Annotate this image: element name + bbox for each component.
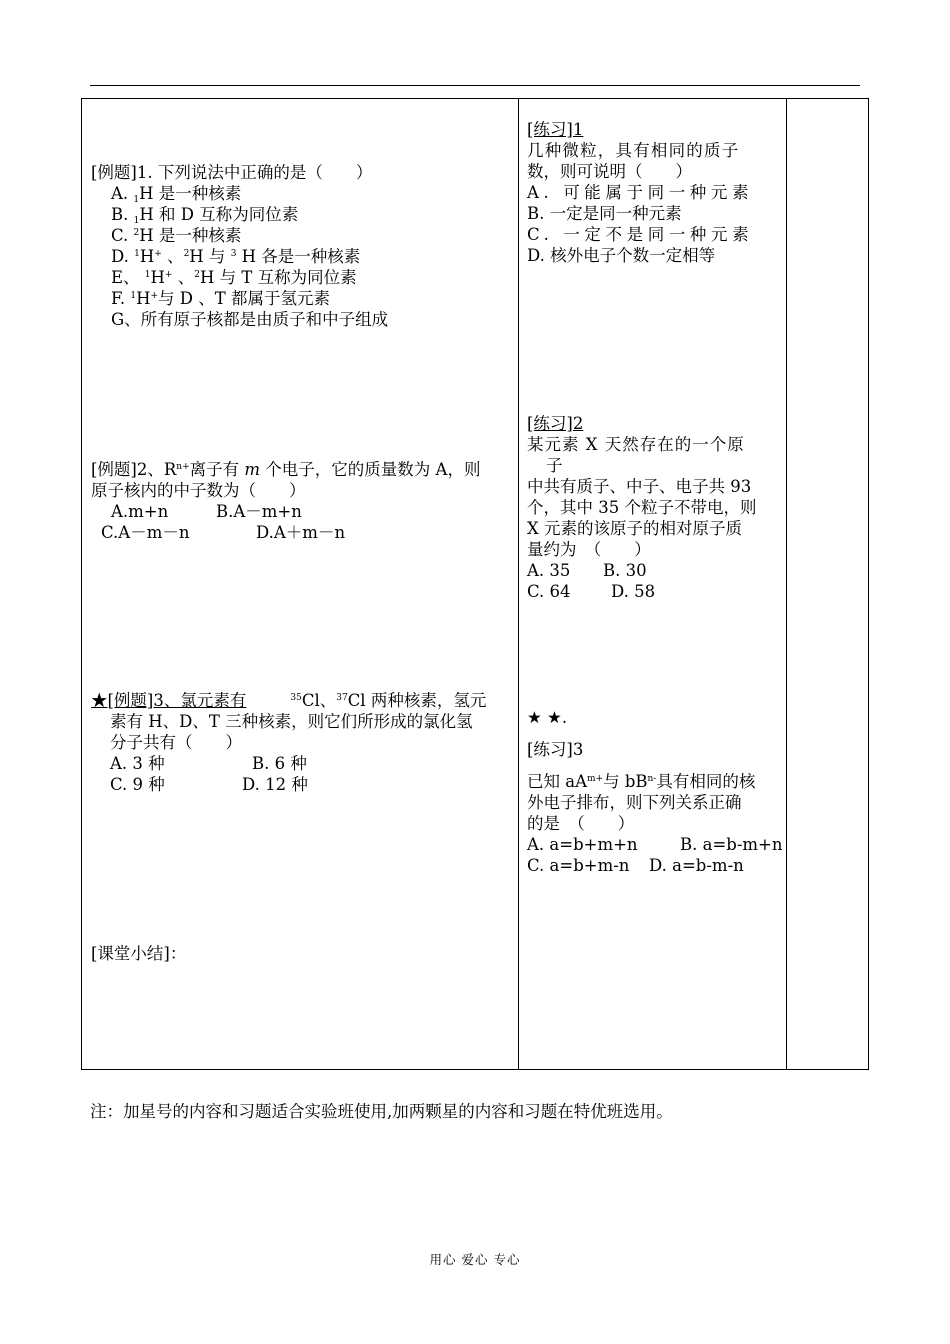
options-ab	[527, 834, 783, 855]
example-3-line-1: ★[例题]3、氯元素有 $^{35}$Cl、$^{37}$Cl 两种核素，氢元	[91, 691, 487, 710]
option-d: D. 58	[611, 582, 656, 601]
example-2-line-2: 原子核内的中子数为（ ）	[91, 481, 306, 500]
option-f: F. $^1$H+与 D 、T 都属于氢元素	[111, 289, 331, 308]
option-d: D. a=b-m-n	[649, 856, 744, 875]
options-cd	[91, 522, 480, 543]
option-c: C. 一定不是同一种元素	[527, 225, 754, 244]
option-b: B. $_1$H 和 D 互称为同位素	[111, 205, 299, 226]
exercise-3-line-1: 已知 $aA^{m+}$与 $bB^{n-}$具有相同的核	[527, 772, 756, 791]
summary-label: [课堂小结]：	[91, 944, 187, 963]
exercise-2-line-4: 个，其中 35 个粒子不带电，则	[527, 498, 757, 517]
option-d: D. 12 种	[242, 775, 308, 794]
exercise-1-line-2: 数，则可说明（ ）	[527, 162, 692, 181]
option-c: C. a=b+m-n	[527, 856, 630, 875]
option-b: B. 一定是同一种元素	[527, 204, 682, 223]
example-2-line-1: [例题]2、$R^{n+}$离子有 m 个电子，它的质量数为 A，则	[91, 460, 481, 479]
exercise-2-line-6: 量约为 （ ）	[527, 540, 651, 559]
example-3-line-2: 素有 H、D、T 三种核素，则它们所形成的氯化氢	[110, 712, 473, 731]
exercise-3-line-3: 的是 （ ）	[527, 814, 635, 833]
option-c: C. $^2$H 是一种核素	[111, 226, 242, 245]
exercise-3	[527, 739, 783, 876]
option-d: D. 核外电子个数一定相等	[527, 246, 716, 265]
options-cd	[91, 774, 486, 795]
exercise-2-line-1: 某元素 X 天然存在的一个原	[527, 435, 745, 454]
example-3	[91, 690, 486, 795]
option-c: C.A－m－n	[101, 523, 190, 542]
exercise-2	[527, 413, 757, 602]
exercise-3-stars	[527, 707, 567, 728]
footnote: 注：加星号的内容和习题适合实验班使用,加两颗星的内容和习题在特优班选用。	[90, 1102, 673, 1121]
option-c: C. 9 种	[110, 775, 165, 794]
option-a: A. a=b+m+n	[527, 835, 638, 854]
option-a: A. 3 种	[110, 754, 165, 773]
option-d: D.A＋m－n	[256, 523, 346, 542]
exercise-2-line-5: X 元素的该原子的相对原子质	[527, 519, 742, 538]
option-a: A. $_1$H 是一种核素	[111, 184, 242, 205]
double-star-marker: ★ ★.	[527, 708, 568, 727]
exercise-2-line-2: 子	[546, 456, 563, 475]
option-a: A. 可能属于同一种元素	[527, 183, 754, 202]
exercise-2-line-3: 中共有质子、中子、电子共 93	[527, 477, 752, 496]
option-b: B. 6 种	[252, 754, 307, 773]
options-cd	[527, 581, 757, 602]
exercise-1	[527, 119, 753, 266]
example-2	[91, 459, 480, 543]
options-cd	[527, 855, 783, 876]
exercise-3-line-2: 外电子排布，则下列关系正确	[527, 793, 742, 812]
option-a: A. 35	[527, 561, 571, 580]
options-ab	[91, 753, 486, 774]
options-ab	[527, 560, 757, 581]
option-g: G、所有原子核都是由质子和中子组成	[111, 310, 389, 329]
option-a: A.m+n	[111, 502, 169, 521]
option-b: B. a=b-m+n	[680, 835, 783, 854]
example-1	[91, 162, 388, 330]
option-c: C. 64	[527, 582, 571, 601]
example-3-line-3: 分子共有（ ）	[110, 733, 242, 752]
option-d: D. $^1$H+ 、$^2$H 与 $^3$ H 各是一种核素	[111, 247, 361, 266]
exercise-2-title: [练习]2	[527, 414, 584, 433]
header-rule	[90, 85, 860, 86]
page-footer: 用心 爱心 专心	[429, 1252, 521, 1267]
option-b: B. 30	[603, 561, 647, 580]
option-e: E、 $^1$H+ 、$^2$H 与 T 互称为同位素	[111, 268, 357, 287]
column-divider	[786, 99, 787, 1069]
exercise-1-title: [练习]1	[527, 120, 584, 139]
example-1-title: [例题]1. 下列说法中正确的是（ ）	[91, 163, 373, 182]
exercise-3-title: [练习]3	[527, 740, 584, 759]
column-divider	[518, 99, 519, 1069]
summary	[91, 943, 186, 964]
exercise-1-line-1: 几种微粒，具有相同的质子	[527, 141, 740, 160]
option-b: B.A－m+n	[216, 502, 302, 521]
options-ab	[91, 501, 480, 522]
